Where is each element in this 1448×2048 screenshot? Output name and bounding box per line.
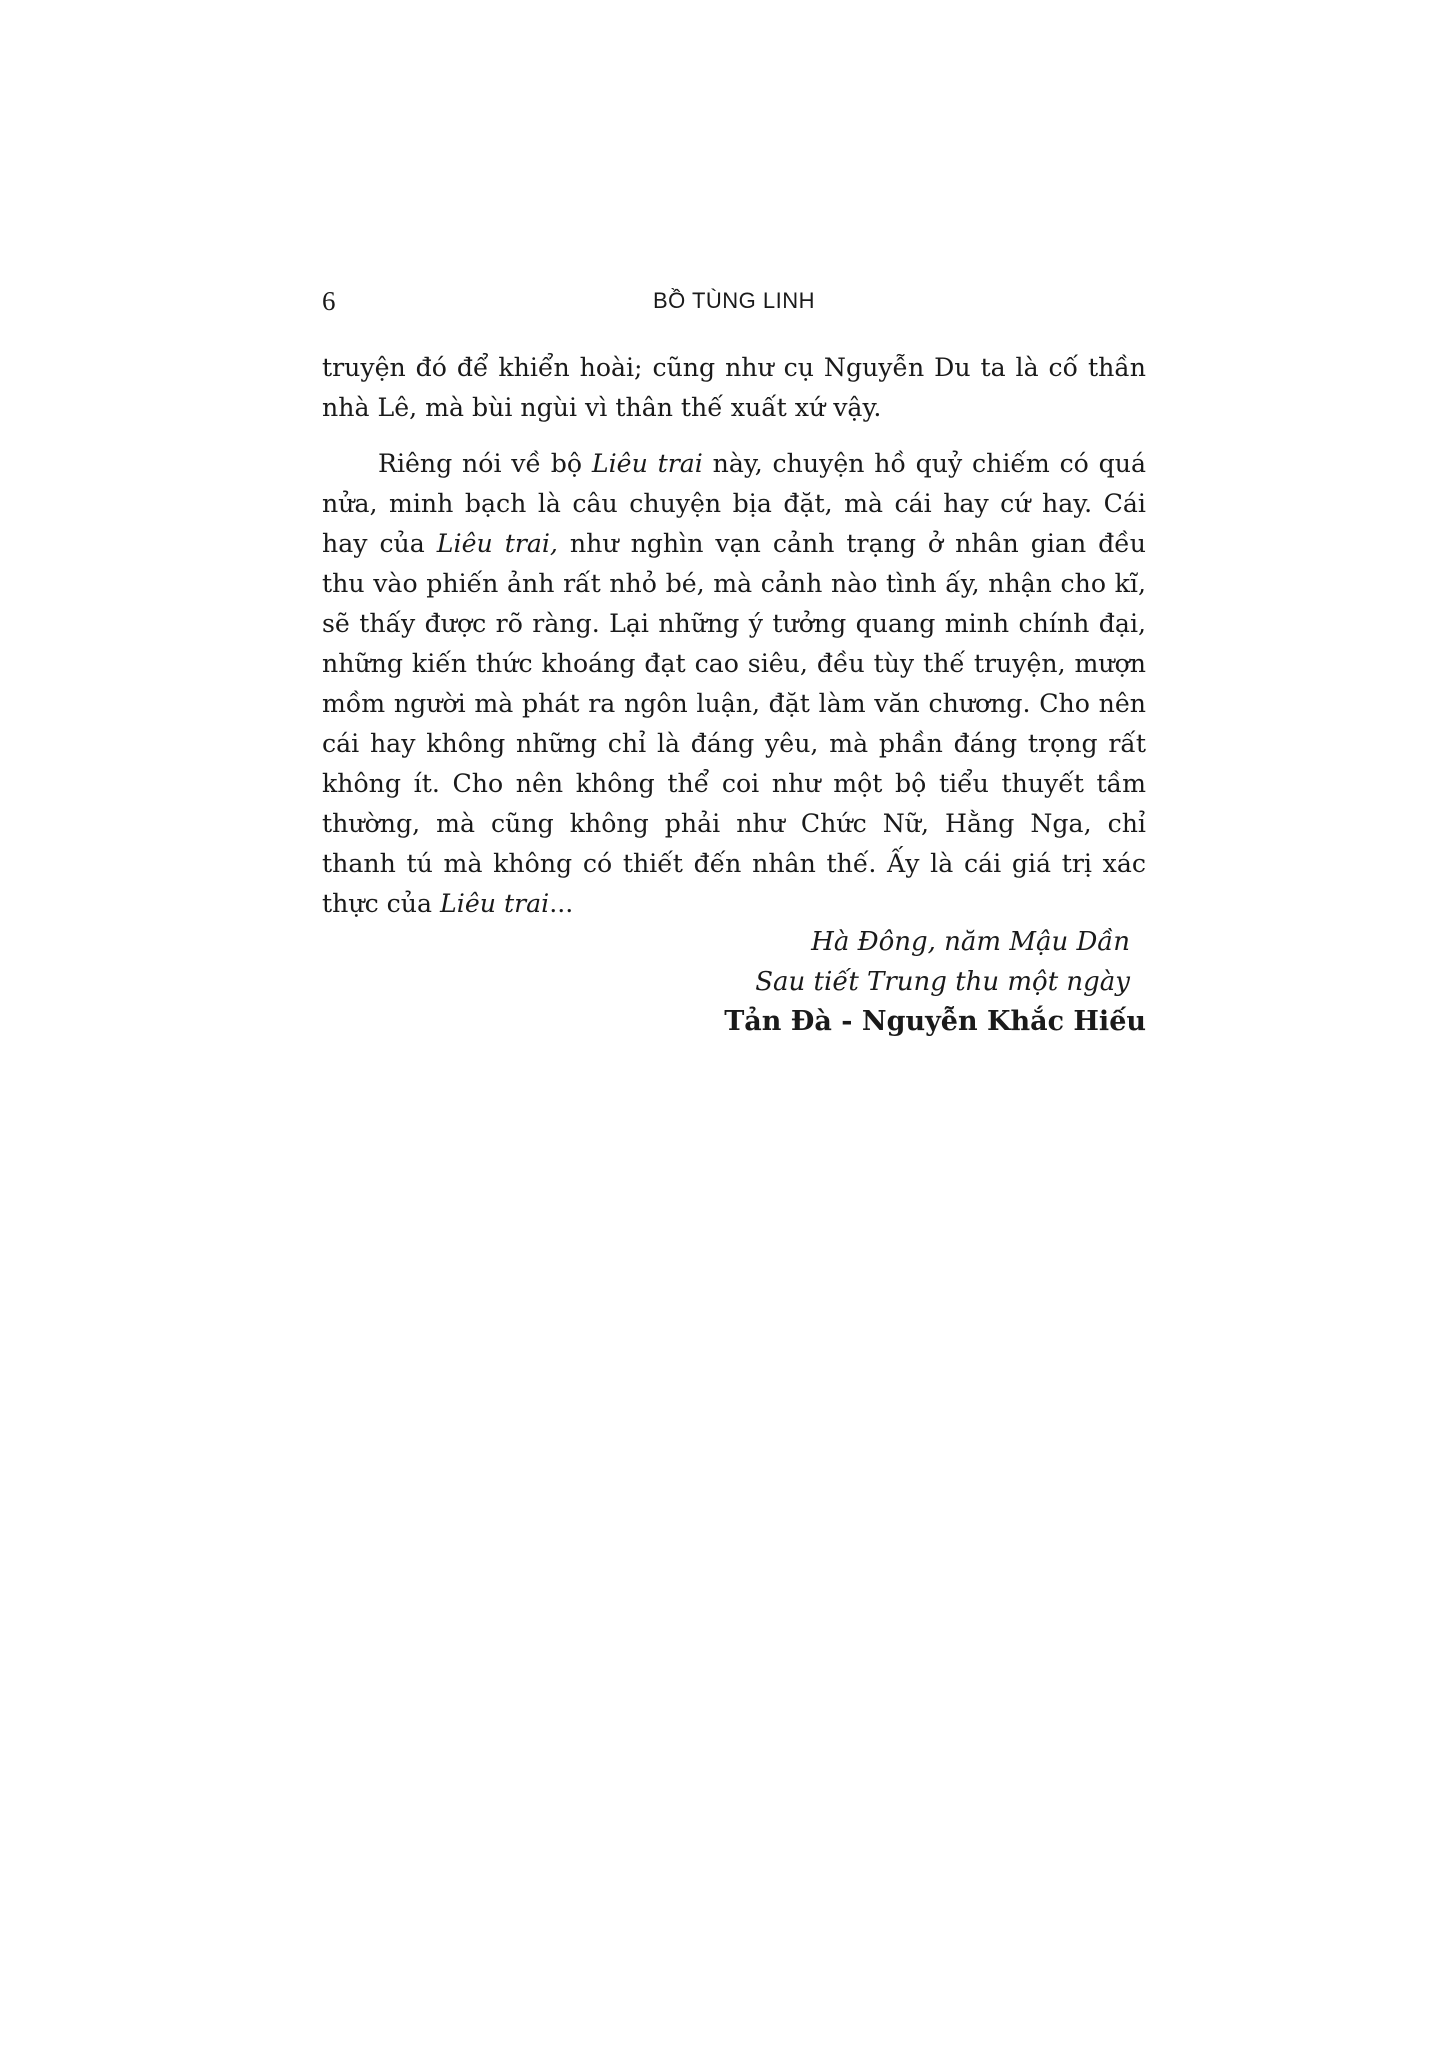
paragraph-2-text-2: này, chuyện hồ quỷ chiếm có quá nửa, minh bạch là câu chuyện bịa đặt, mà cái hay cứ hay. Cái hay của <box>322 449 1146 558</box>
paragraph-1: truyện đó để khiển hoài; cũng như cụ Nguyễn Du ta là cố thần nhà Lê, mà bùi ngùi vì thân thế xuất xứ vậy. <box>322 353 1146 422</box>
book-title-italic-3: Liêu trai <box>440 889 550 918</box>
signature-block <box>322 922 1146 1042</box>
page-header <box>322 286 1146 326</box>
book-title-italic-1: Liêu trai <box>591 449 703 478</box>
paragraph-2-text-3: như nghìn vạn cảnh trạng ở nhân gian đều thu vào phiến ảnh rất nhỏ bé, mà cảnh nào tình ấy, nhận cho kĩ, sẽ thấy được rõ ràng. Lại những ý tưởng quang minh chính đại, những kiến thức khoáng đạt cao siêu, đều tùy thế truyện, mượn mồm người mà phát ra ngôn luận, đặt làm văn chương. Cho nên cái hay không những chỉ là đáng yêu, mà phần đáng trọng rất không ít. Cho nên không thể coi như một bộ tiểu thuyết tầm thường, mà cũng không phải như Chức Nữ, Hằng Nga, chỉ thanh tú mà không có thiết đến nhân thế. Ấy là cái giá trị xác thực của <box>322 529 1146 918</box>
book-title-italic-2: Liêu trai, <box>436 529 558 558</box>
page-number: 6 <box>322 286 336 316</box>
signature-occasion: Sau tiết Trung thu một ngày <box>755 967 1130 997</box>
signature-place-date: Hà Đông, năm Mậu Dần <box>811 927 1130 957</box>
body-text <box>322 348 1146 924</box>
signature-author: Tản Đà - Nguyễn Khắc Hiếu <box>724 1006 1146 1037</box>
running-head: BỒ TÙNG LINH <box>652 288 816 313</box>
paragraph-2-text-4: ... <box>549 889 574 918</box>
paragraph-2 <box>322 444 1146 924</box>
paragraph-2-text-1: Riêng nói về bộ <box>378 449 592 478</box>
